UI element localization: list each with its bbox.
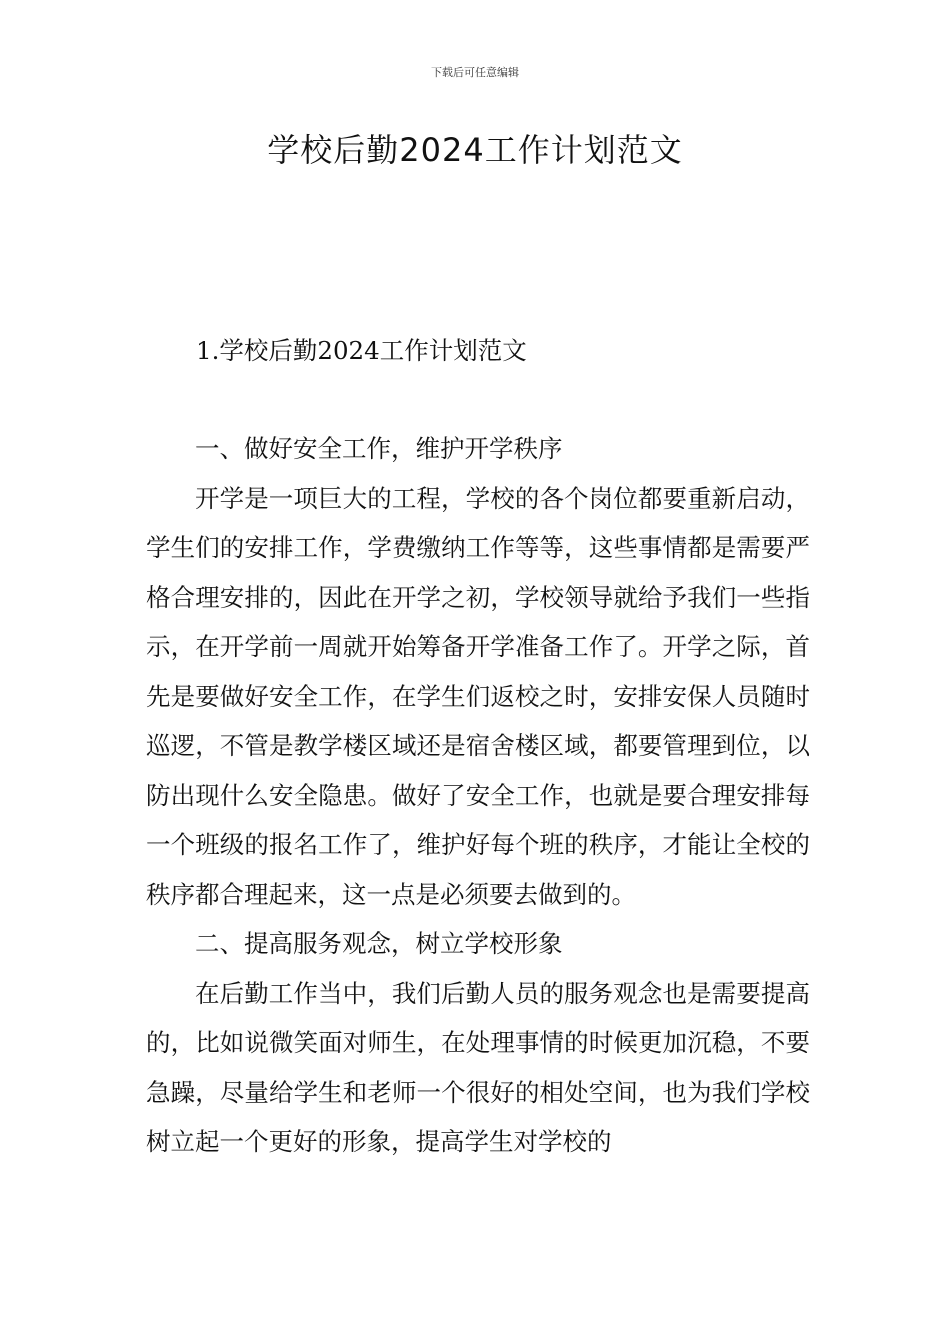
paragraph-service: 在后勤工作当中，我们后勤人员的服务观念也是需要提高的，比如说微笑面对师生，在处理事情的时候更加沉稳，不要急躁，尽量给学生和老师一个很好的相处空间，也为我们学校树立起一个更好的形象，提高学生对学校的 [146,978,810,1156]
section-heading-safety: 一、做好安全工作，维护开学秩序 [195,434,563,463]
header-note: 下载后可任意编辑 [431,66,519,79]
document-body [146,424,810,1167]
document-title: 学校后勤2024工作计划范文 [267,131,683,169]
section-title: 1.学校后勤2024工作计划范文 [196,336,527,365]
paragraph-safety: 开学是一项巨大的工程，学校的各个岗位都要重新启动，学生们的安排工作，学费缴纳工作等等，这些事情都是需要严格合理安排的，因此在开学之初，学校领导就给予我们一些指示，在开学前一周就开始筹备开学准备工作了。开学之际，首先是要做好安全工作，在学生们返校之时，安排安保人员随时巡逻，不管是教学楼区域还是宿舍楼区域，都要管理到位，以防出现什么安全隐患。做好了安全工作，也就是要合理安排每一个班级的报名工作了，维护好每个班的秩序，才能让全校的秩序都合理起来，这一点是必须要去做到的。 [146,483,810,909]
section-heading-service: 二、提高服务观念，树立学校形象 [195,929,563,958]
